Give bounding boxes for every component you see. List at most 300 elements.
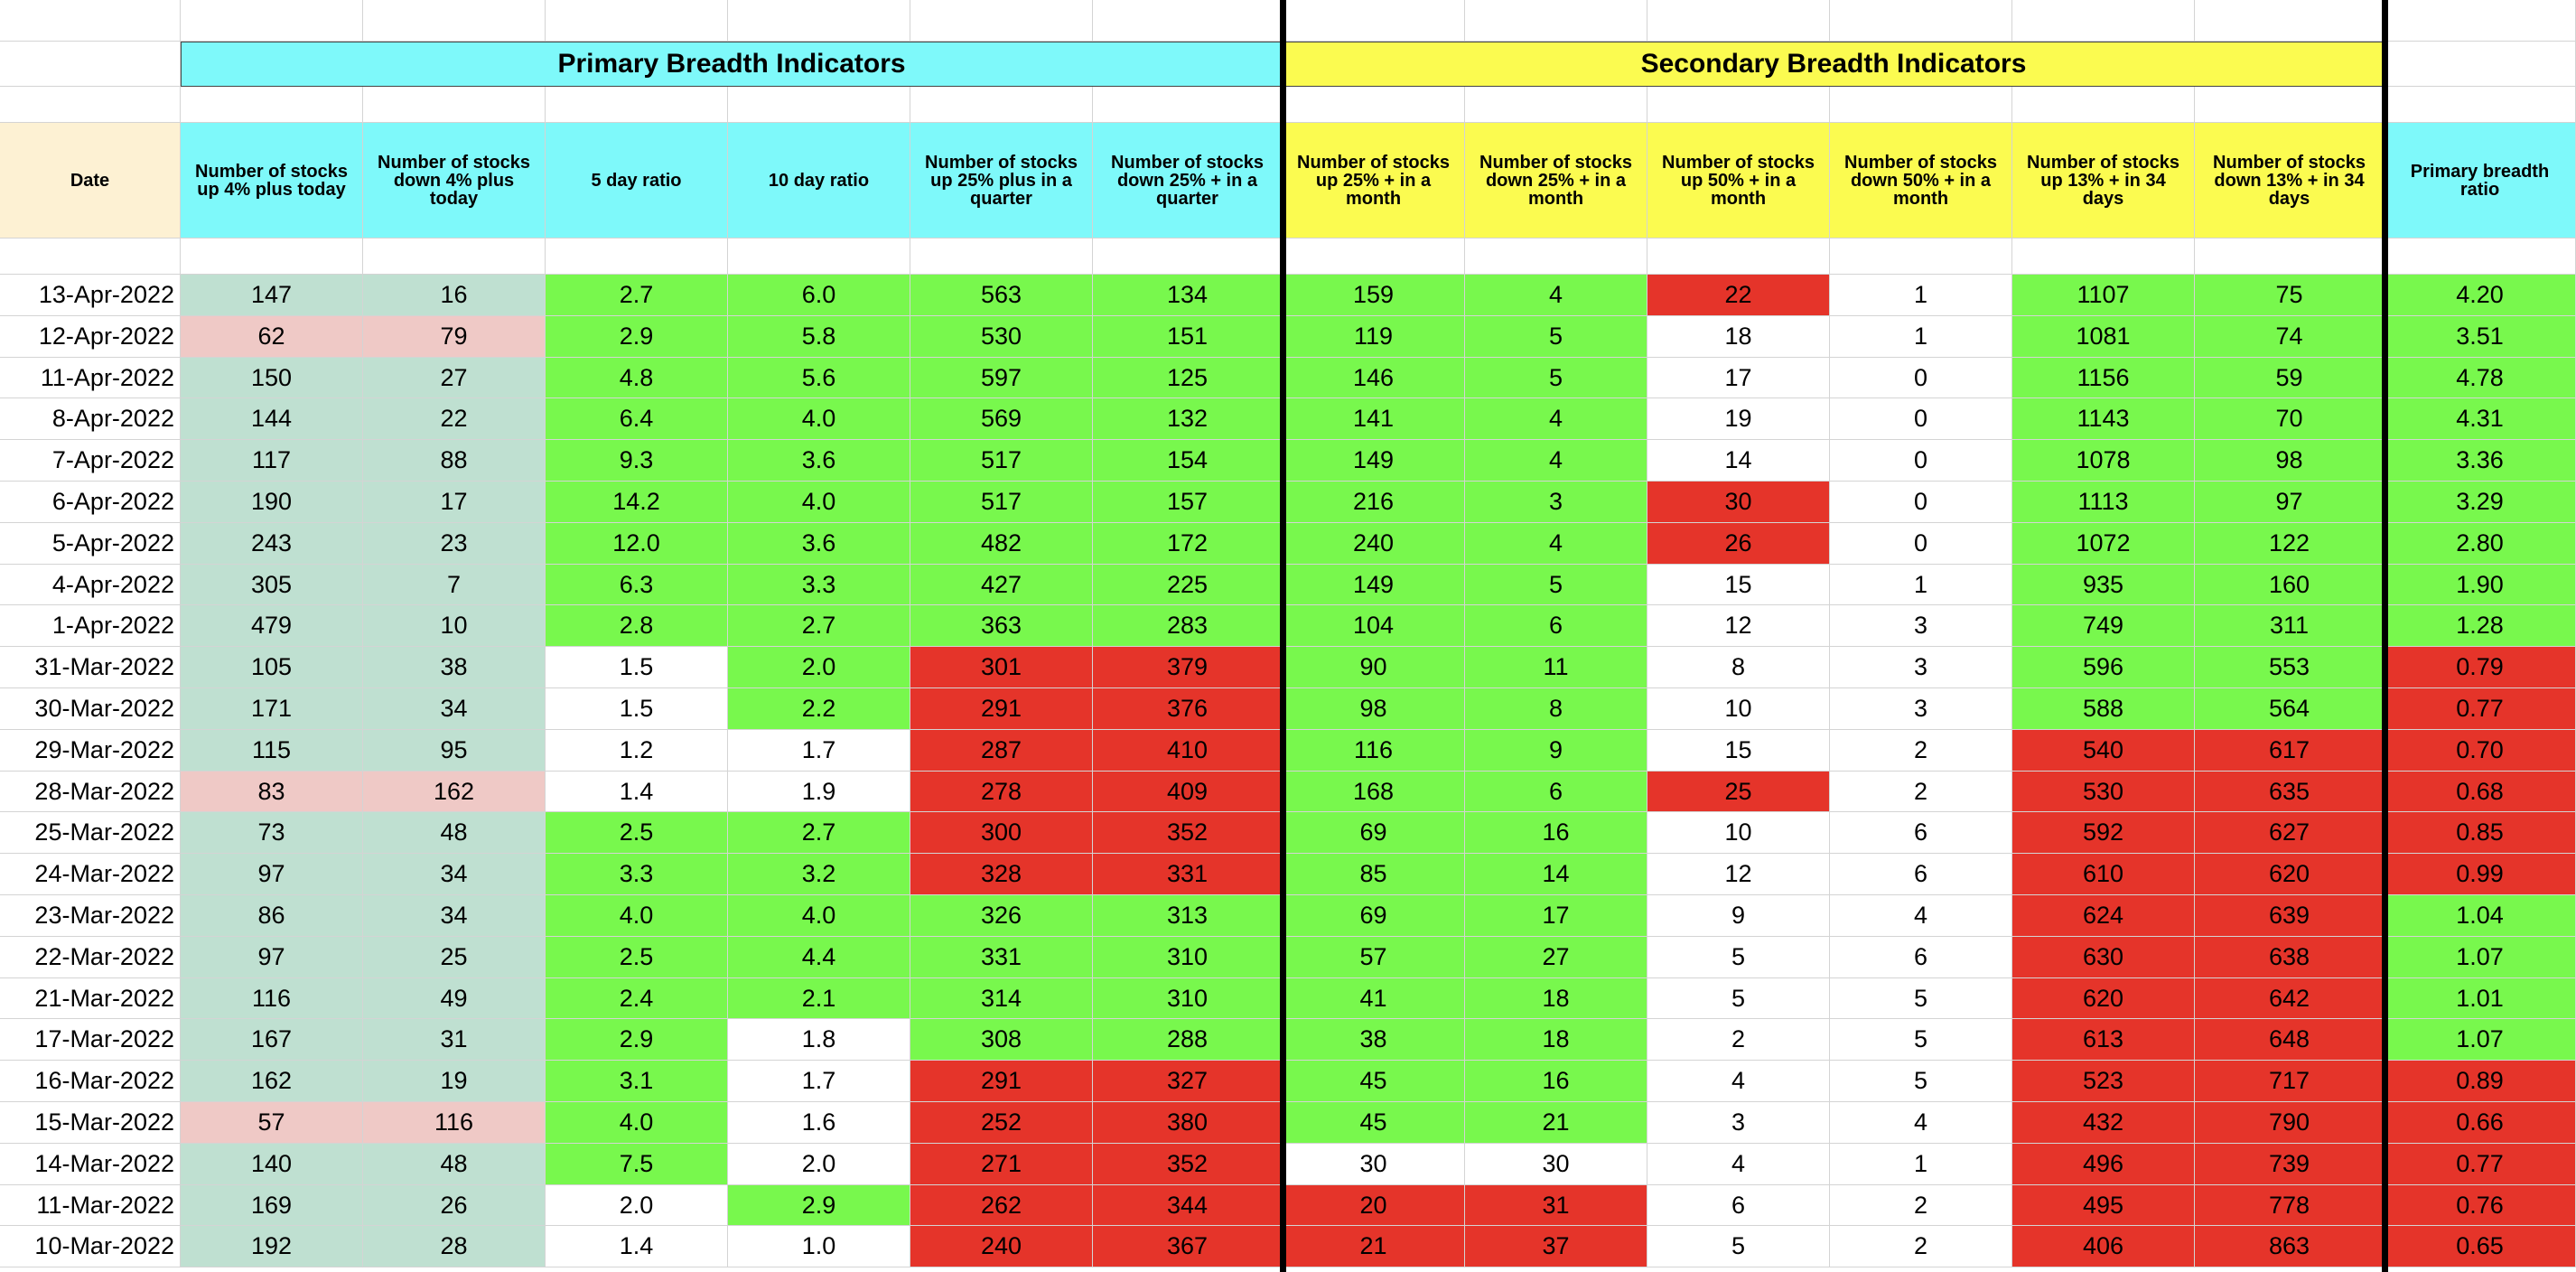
data-cell[interactable]: 147 — [181, 275, 363, 316]
data-cell[interactable]: 15 — [1647, 565, 1830, 605]
date-cell[interactable]: 8-Apr-2022 — [0, 398, 181, 440]
data-cell[interactable]: 376 — [1093, 688, 1283, 730]
data-cell[interactable]: 38 — [1283, 1019, 1465, 1061]
data-cell[interactable]: 287 — [910, 730, 1093, 772]
data-cell[interactable]: 4.0 — [546, 895, 728, 937]
data-cell[interactable]: 4 — [1465, 440, 1647, 482]
data-cell[interactable]: 16 — [1465, 812, 1647, 854]
data-cell[interactable]: 0.76 — [2385, 1185, 2576, 1226]
empty-cell[interactable] — [1465, 87, 1647, 123]
data-cell[interactable]: 1.90 — [2385, 565, 2576, 605]
data-cell[interactable]: 7.5 — [546, 1144, 728, 1185]
data-cell[interactable]: 5 — [1647, 978, 1830, 1019]
data-cell[interactable]: 648 — [2195, 1019, 2385, 1061]
data-cell[interactable]: 23 — [363, 523, 546, 565]
data-cell[interactable]: 3.6 — [728, 440, 910, 482]
data-cell[interactable]: 6.3 — [546, 565, 728, 605]
data-cell[interactable]: 117 — [181, 440, 363, 482]
data-cell[interactable]: 30 — [1283, 1144, 1465, 1185]
empty-cell[interactable] — [1647, 238, 1830, 275]
data-cell[interactable]: 132 — [1093, 398, 1283, 440]
data-cell[interactable]: 2.5 — [546, 812, 728, 854]
data-cell[interactable]: 6 — [1465, 605, 1647, 647]
data-cell[interactable]: 2.2 — [728, 688, 910, 730]
data-cell[interactable]: 530 — [910, 316, 1093, 358]
data-cell[interactable]: 308 — [910, 1019, 1093, 1061]
data-cell[interactable]: 2.7 — [728, 812, 910, 854]
data-cell[interactable]: 104 — [1283, 605, 1465, 647]
data-cell[interactable]: 523 — [2012, 1061, 2195, 1102]
primary-group-header[interactable]: Primary Breadth Indicators — [181, 42, 1283, 87]
column-header[interactable]: Number of stocks down 25% + in a month — [1465, 123, 1647, 238]
data-cell[interactable]: 1.5 — [546, 647, 728, 688]
data-cell[interactable]: 2.7 — [546, 275, 728, 316]
data-cell[interactable]: 2.0 — [728, 647, 910, 688]
data-cell[interactable]: 310 — [1093, 978, 1283, 1019]
data-cell[interactable]: 16 — [1465, 1061, 1647, 1102]
data-cell[interactable]: 4.20 — [2385, 275, 2576, 316]
data-cell[interactable]: 2 — [1830, 1226, 2012, 1267]
data-cell[interactable]: 30 — [1647, 482, 1830, 523]
empty-cell[interactable] — [546, 238, 728, 275]
data-cell[interactable]: 169 — [181, 1185, 363, 1226]
data-cell[interactable]: 4 — [1830, 895, 2012, 937]
data-cell[interactable]: 2.0 — [728, 1144, 910, 1185]
column-header[interactable]: Number of stocks up 4% plus today — [181, 123, 363, 238]
data-cell[interactable]: 1107 — [2012, 275, 2195, 316]
data-cell[interactable]: 642 — [2195, 978, 2385, 1019]
data-cell[interactable]: 167 — [181, 1019, 363, 1061]
empty-cell[interactable] — [181, 0, 363, 42]
data-cell[interactable]: 597 — [910, 358, 1093, 398]
data-cell[interactable]: 4 — [1465, 275, 1647, 316]
data-cell[interactable]: 10 — [363, 605, 546, 647]
data-cell[interactable]: 69 — [1283, 812, 1465, 854]
date-cell[interactable]: 22-Mar-2022 — [0, 937, 181, 978]
column-header[interactable]: Number of stocks up 25% + in a month — [1283, 123, 1465, 238]
data-cell[interactable]: 0 — [1830, 398, 2012, 440]
data-cell[interactable]: 149 — [1283, 440, 1465, 482]
date-cell[interactable]: 12-Apr-2022 — [0, 316, 181, 358]
data-cell[interactable]: 12 — [1647, 605, 1830, 647]
data-cell[interactable]: 3 — [1830, 647, 2012, 688]
data-cell[interactable]: 157 — [1093, 482, 1283, 523]
data-cell[interactable]: 530 — [2012, 772, 2195, 812]
data-cell[interactable]: 31 — [363, 1019, 546, 1061]
data-cell[interactable]: 116 — [181, 978, 363, 1019]
date-cell[interactable]: 28-Mar-2022 — [0, 772, 181, 812]
data-cell[interactable]: 5 — [1830, 978, 2012, 1019]
data-cell[interactable]: 352 — [1093, 1144, 1283, 1185]
data-cell[interactable]: 62 — [181, 316, 363, 358]
data-cell[interactable]: 21 — [1465, 1102, 1647, 1144]
data-cell[interactable]: 3.2 — [728, 854, 910, 895]
data-cell[interactable]: 379 — [1093, 647, 1283, 688]
empty-cell[interactable] — [1647, 0, 1830, 42]
data-cell[interactable]: 863 — [2195, 1226, 2385, 1267]
data-cell[interactable]: 3.3 — [728, 565, 910, 605]
data-cell[interactable]: 4.31 — [2385, 398, 2576, 440]
data-cell[interactable]: 6 — [1647, 1185, 1830, 1226]
data-cell[interactable]: 3.1 — [546, 1061, 728, 1102]
date-cell[interactable]: 14-Mar-2022 — [0, 1144, 181, 1185]
data-cell[interactable]: 2.0 — [546, 1185, 728, 1226]
data-cell[interactable]: 749 — [2012, 605, 2195, 647]
data-cell[interactable]: 6 — [1830, 812, 2012, 854]
data-cell[interactable]: 409 — [1093, 772, 1283, 812]
column-header[interactable]: Number of stocks down 50% + in a month — [1830, 123, 2012, 238]
data-cell[interactable]: 3 — [1830, 688, 2012, 730]
data-cell[interactable]: 17 — [1465, 895, 1647, 937]
empty-cell[interactable] — [1830, 87, 2012, 123]
data-cell[interactable]: 1.2 — [546, 730, 728, 772]
data-cell[interactable]: 4 — [1465, 523, 1647, 565]
empty-cell[interactable] — [1830, 238, 2012, 275]
data-cell[interactable]: 427 — [910, 565, 1093, 605]
data-cell[interactable]: 2.4 — [546, 978, 728, 1019]
empty-cell[interactable] — [363, 238, 546, 275]
date-cell[interactable]: 16-Mar-2022 — [0, 1061, 181, 1102]
empty-cell[interactable] — [910, 87, 1093, 123]
empty-cell[interactable] — [181, 87, 363, 123]
data-cell[interactable]: 4.0 — [728, 398, 910, 440]
data-cell[interactable]: 1156 — [2012, 358, 2195, 398]
data-cell[interactable]: 1 — [1830, 565, 2012, 605]
data-cell[interactable]: 22 — [363, 398, 546, 440]
data-cell[interactable]: 25 — [1647, 772, 1830, 812]
empty-cell[interactable] — [2385, 0, 2576, 42]
data-cell[interactable]: 432 — [2012, 1102, 2195, 1144]
data-cell[interactable]: 517 — [910, 482, 1093, 523]
data-cell[interactable]: 4.8 — [546, 358, 728, 398]
empty-cell[interactable] — [728, 0, 910, 42]
data-cell[interactable]: 3.51 — [2385, 316, 2576, 358]
data-cell[interactable]: 406 — [2012, 1226, 2195, 1267]
empty-cell[interactable] — [1465, 238, 1647, 275]
data-cell[interactable]: 482 — [910, 523, 1093, 565]
data-cell[interactable]: 1.28 — [2385, 605, 2576, 647]
empty-cell[interactable] — [1093, 87, 1283, 123]
data-cell[interactable]: 12.0 — [546, 523, 728, 565]
data-cell[interactable]: 778 — [2195, 1185, 2385, 1226]
data-cell[interactable]: 613 — [2012, 1019, 2195, 1061]
data-cell[interactable]: 4.4 — [728, 937, 910, 978]
data-cell[interactable]: 0.77 — [2385, 688, 2576, 730]
data-cell[interactable]: 98 — [1283, 688, 1465, 730]
data-cell[interactable]: 301 — [910, 647, 1093, 688]
data-cell[interactable]: 4.0 — [728, 895, 910, 937]
data-cell[interactable]: 6 — [1830, 854, 2012, 895]
data-cell[interactable]: 5 — [1465, 565, 1647, 605]
data-cell[interactable]: 192 — [181, 1226, 363, 1267]
empty-cell[interactable] — [1093, 238, 1283, 275]
data-cell[interactable]: 21 — [1283, 1226, 1465, 1267]
data-cell[interactable]: 0.99 — [2385, 854, 2576, 895]
data-cell[interactable]: 739 — [2195, 1144, 2385, 1185]
data-cell[interactable]: 73 — [181, 812, 363, 854]
date-cell[interactable]: 25-Mar-2022 — [0, 812, 181, 854]
data-cell[interactable]: 141 — [1283, 398, 1465, 440]
data-cell[interactable]: 596 — [2012, 647, 2195, 688]
empty-cell[interactable] — [728, 87, 910, 123]
secondary-group-header[interactable]: Secondary Breadth Indicators — [1283, 42, 2385, 87]
data-cell[interactable]: 45 — [1283, 1102, 1465, 1144]
data-cell[interactable]: 2 — [1647, 1019, 1830, 1061]
data-cell[interactable]: 352 — [1093, 812, 1283, 854]
data-cell[interactable]: 0.89 — [2385, 1061, 2576, 1102]
empty-cell[interactable] — [546, 87, 728, 123]
column-header[interactable]: Number of stocks up 25% plus in a quarter — [910, 123, 1093, 238]
data-cell[interactable]: 5 — [1465, 316, 1647, 358]
data-cell[interactable]: 79 — [363, 316, 546, 358]
data-cell[interactable]: 70 — [2195, 398, 2385, 440]
data-cell[interactable]: 610 — [2012, 854, 2195, 895]
data-cell[interactable]: 95 — [363, 730, 546, 772]
empty-cell[interactable] — [181, 238, 363, 275]
data-cell[interactable]: 2.9 — [728, 1185, 910, 1226]
column-header[interactable]: Number of stocks down 4% plus today — [363, 123, 546, 238]
date-cell[interactable]: 13-Apr-2022 — [0, 275, 181, 316]
data-cell[interactable]: 638 — [2195, 937, 2385, 978]
data-cell[interactable]: 363 — [910, 605, 1093, 647]
data-cell[interactable]: 15 — [1647, 730, 1830, 772]
empty-cell[interactable] — [1093, 0, 1283, 42]
date-cell[interactable]: 10-Mar-2022 — [0, 1226, 181, 1267]
data-cell[interactable]: 160 — [2195, 565, 2385, 605]
data-cell[interactable]: 4 — [1830, 1102, 2012, 1144]
date-cell[interactable]: 11-Apr-2022 — [0, 358, 181, 398]
data-cell[interactable]: 496 — [2012, 1144, 2195, 1185]
data-cell[interactable]: 119 — [1283, 316, 1465, 358]
data-cell[interactable]: 2.80 — [2385, 523, 2576, 565]
data-cell[interactable]: 4.0 — [728, 482, 910, 523]
data-cell[interactable]: 86 — [181, 895, 363, 937]
data-cell[interactable]: 26 — [363, 1185, 546, 1226]
empty-cell[interactable] — [2012, 238, 2195, 275]
data-cell[interactable]: 3.6 — [728, 523, 910, 565]
data-cell[interactable]: 97 — [2195, 482, 2385, 523]
data-cell[interactable]: 105 — [181, 647, 363, 688]
data-cell[interactable]: 14 — [1465, 854, 1647, 895]
data-cell[interactable]: 18 — [1647, 316, 1830, 358]
data-cell[interactable]: 1078 — [2012, 440, 2195, 482]
data-cell[interactable]: 569 — [910, 398, 1093, 440]
data-cell[interactable]: 171 — [181, 688, 363, 730]
data-cell[interactable]: 3 — [1465, 482, 1647, 523]
data-cell[interactable]: 9 — [1647, 895, 1830, 937]
data-cell[interactable]: 288 — [1093, 1019, 1283, 1061]
data-cell[interactable]: 115 — [181, 730, 363, 772]
date-cell[interactable]: 31-Mar-2022 — [0, 647, 181, 688]
data-cell[interactable]: 310 — [1093, 937, 1283, 978]
column-header[interactable]: Number of stocks up 50% + in a month — [1647, 123, 1830, 238]
data-cell[interactable]: 300 — [910, 812, 1093, 854]
empty-cell[interactable] — [0, 0, 181, 42]
data-cell[interactable]: 6.0 — [728, 275, 910, 316]
data-cell[interactable]: 140 — [181, 1144, 363, 1185]
data-cell[interactable]: 2 — [1830, 1185, 2012, 1226]
data-cell[interactable]: 410 — [1093, 730, 1283, 772]
data-cell[interactable]: 6.4 — [546, 398, 728, 440]
data-cell[interactable]: 624 — [2012, 895, 2195, 937]
data-cell[interactable]: 122 — [2195, 523, 2385, 565]
data-cell[interactable]: 74 — [2195, 316, 2385, 358]
empty-cell[interactable] — [1283, 0, 1465, 42]
data-cell[interactable]: 243 — [181, 523, 363, 565]
data-cell[interactable]: 57 — [1283, 937, 1465, 978]
date-cell[interactable]: 1-Apr-2022 — [0, 605, 181, 647]
data-cell[interactable]: 305 — [181, 565, 363, 605]
data-cell[interactable]: 1.07 — [2385, 1019, 2576, 1061]
data-cell[interactable]: 6 — [1830, 937, 2012, 978]
data-cell[interactable]: 75 — [2195, 275, 2385, 316]
data-cell[interactable]: 90 — [1283, 647, 1465, 688]
data-cell[interactable]: 2.8 — [546, 605, 728, 647]
data-cell[interactable]: 4 — [1647, 1061, 1830, 1102]
data-cell[interactable]: 34 — [363, 688, 546, 730]
column-header[interactable]: Number of stocks up 13% + in 34 days — [2012, 123, 2195, 238]
data-cell[interactable]: 151 — [1093, 316, 1283, 358]
data-cell[interactable]: 790 — [2195, 1102, 2385, 1144]
date-cell[interactable]: 29-Mar-2022 — [0, 730, 181, 772]
date-cell[interactable]: 7-Apr-2022 — [0, 440, 181, 482]
empty-cell[interactable] — [1647, 87, 1830, 123]
data-cell[interactable]: 4.0 — [546, 1102, 728, 1144]
data-cell[interactable]: 1.7 — [728, 1061, 910, 1102]
data-cell[interactable]: 18 — [1465, 1019, 1647, 1061]
data-cell[interactable]: 1 — [1830, 316, 2012, 358]
data-cell[interactable]: 159 — [1283, 275, 1465, 316]
data-cell[interactable]: 26 — [1647, 523, 1830, 565]
data-cell[interactable]: 9.3 — [546, 440, 728, 482]
empty-cell[interactable] — [363, 0, 546, 42]
data-cell[interactable]: 588 — [2012, 688, 2195, 730]
data-cell[interactable]: 97 — [181, 854, 363, 895]
data-cell[interactable]: 3 — [1647, 1102, 1830, 1144]
date-cell[interactable]: 6-Apr-2022 — [0, 482, 181, 523]
data-cell[interactable]: 14 — [1647, 440, 1830, 482]
data-cell[interactable]: 18 — [1465, 978, 1647, 1019]
data-cell[interactable]: 262 — [910, 1185, 1093, 1226]
data-cell[interactable]: 149 — [1283, 565, 1465, 605]
data-cell[interactable]: 1.6 — [728, 1102, 910, 1144]
data-cell[interactable]: 0.65 — [2385, 1226, 2576, 1267]
data-cell[interactable]: 314 — [910, 978, 1093, 1019]
data-cell[interactable]: 1 — [1830, 275, 2012, 316]
data-cell[interactable]: 1072 — [2012, 523, 2195, 565]
data-cell[interactable]: 85 — [1283, 854, 1465, 895]
data-cell[interactable]: 27 — [363, 358, 546, 398]
data-cell[interactable]: 116 — [1283, 730, 1465, 772]
data-cell[interactable]: 25 — [363, 937, 546, 978]
empty-cell[interactable] — [363, 87, 546, 123]
empty-cell[interactable] — [1465, 0, 1647, 42]
data-cell[interactable]: 8 — [1465, 688, 1647, 730]
data-cell[interactable]: 134 — [1093, 275, 1283, 316]
data-cell[interactable]: 344 — [1093, 1185, 1283, 1226]
data-cell[interactable]: 1.9 — [728, 772, 910, 812]
data-cell[interactable]: 162 — [363, 772, 546, 812]
data-cell[interactable]: 479 — [181, 605, 363, 647]
empty-cell[interactable] — [0, 238, 181, 275]
data-cell[interactable]: 278 — [910, 772, 1093, 812]
data-cell[interactable]: 627 — [2195, 812, 2385, 854]
data-cell[interactable]: 168 — [1283, 772, 1465, 812]
data-cell[interactable]: 1081 — [2012, 316, 2195, 358]
data-cell[interactable]: 11 — [1465, 647, 1647, 688]
data-cell[interactable]: 7 — [363, 565, 546, 605]
date-cell[interactable]: 11-Mar-2022 — [0, 1185, 181, 1226]
data-cell[interactable]: 5.6 — [728, 358, 910, 398]
data-cell[interactable]: 252 — [910, 1102, 1093, 1144]
empty-cell[interactable] — [2385, 238, 2576, 275]
data-cell[interactable]: 1143 — [2012, 398, 2195, 440]
data-cell[interactable]: 495 — [2012, 1185, 2195, 1226]
data-cell[interactable]: 283 — [1093, 605, 1283, 647]
data-cell[interactable]: 150 — [181, 358, 363, 398]
data-cell[interactable]: 69 — [1283, 895, 1465, 937]
data-cell[interactable]: 240 — [1283, 523, 1465, 565]
data-cell[interactable]: 935 — [2012, 565, 2195, 605]
date-cell[interactable]: 30-Mar-2022 — [0, 688, 181, 730]
data-cell[interactable]: 564 — [2195, 688, 2385, 730]
data-cell[interactable]: 617 — [2195, 730, 2385, 772]
data-cell[interactable]: 162 — [181, 1061, 363, 1102]
data-cell[interactable]: 2.9 — [546, 1019, 728, 1061]
data-cell[interactable]: 0.70 — [2385, 730, 2576, 772]
data-cell[interactable]: 34 — [363, 854, 546, 895]
data-cell[interactable]: 83 — [181, 772, 363, 812]
empty-cell[interactable] — [910, 0, 1093, 42]
data-cell[interactable]: 31 — [1465, 1185, 1647, 1226]
empty-cell[interactable] — [2012, 0, 2195, 42]
data-cell[interactable]: 5 — [1647, 937, 1830, 978]
empty-cell[interactable] — [2195, 0, 2385, 42]
data-cell[interactable]: 630 — [2012, 937, 2195, 978]
data-cell[interactable]: 2.9 — [546, 316, 728, 358]
data-cell[interactable]: 517 — [910, 440, 1093, 482]
data-cell[interactable]: 1113 — [2012, 482, 2195, 523]
data-cell[interactable]: 563 — [910, 275, 1093, 316]
data-cell[interactable]: 2.7 — [728, 605, 910, 647]
data-cell[interactable]: 717 — [2195, 1061, 2385, 1102]
data-cell[interactable]: 1.01 — [2385, 978, 2576, 1019]
data-cell[interactable]: 4.78 — [2385, 358, 2576, 398]
data-cell[interactable]: 88 — [363, 440, 546, 482]
column-header[interactable]: Date — [0, 123, 181, 238]
column-header[interactable]: 5 day ratio — [546, 123, 728, 238]
empty-cell[interactable] — [546, 0, 728, 42]
data-cell[interactable]: 30 — [1465, 1144, 1647, 1185]
data-cell[interactable]: 3 — [1830, 605, 2012, 647]
data-cell[interactable]: 98 — [2195, 440, 2385, 482]
empty-cell[interactable] — [0, 42, 181, 87]
data-cell[interactable]: 240 — [910, 1226, 1093, 1267]
column-header[interactable]: Primary breadth ratio — [2385, 123, 2576, 238]
data-cell[interactable]: 19 — [1647, 398, 1830, 440]
data-cell[interactable]: 154 — [1093, 440, 1283, 482]
data-cell[interactable]: 2 — [1830, 730, 2012, 772]
data-cell[interactable]: 19 — [363, 1061, 546, 1102]
data-cell[interactable]: 1.0 — [728, 1226, 910, 1267]
date-cell[interactable]: 15-Mar-2022 — [0, 1102, 181, 1144]
data-cell[interactable]: 6 — [1465, 772, 1647, 812]
data-cell[interactable]: 291 — [910, 1061, 1093, 1102]
empty-cell[interactable] — [1283, 238, 1465, 275]
data-cell[interactable]: 1.07 — [2385, 937, 2576, 978]
empty-cell[interactable] — [1830, 0, 2012, 42]
data-cell[interactable]: 45 — [1283, 1061, 1465, 1102]
